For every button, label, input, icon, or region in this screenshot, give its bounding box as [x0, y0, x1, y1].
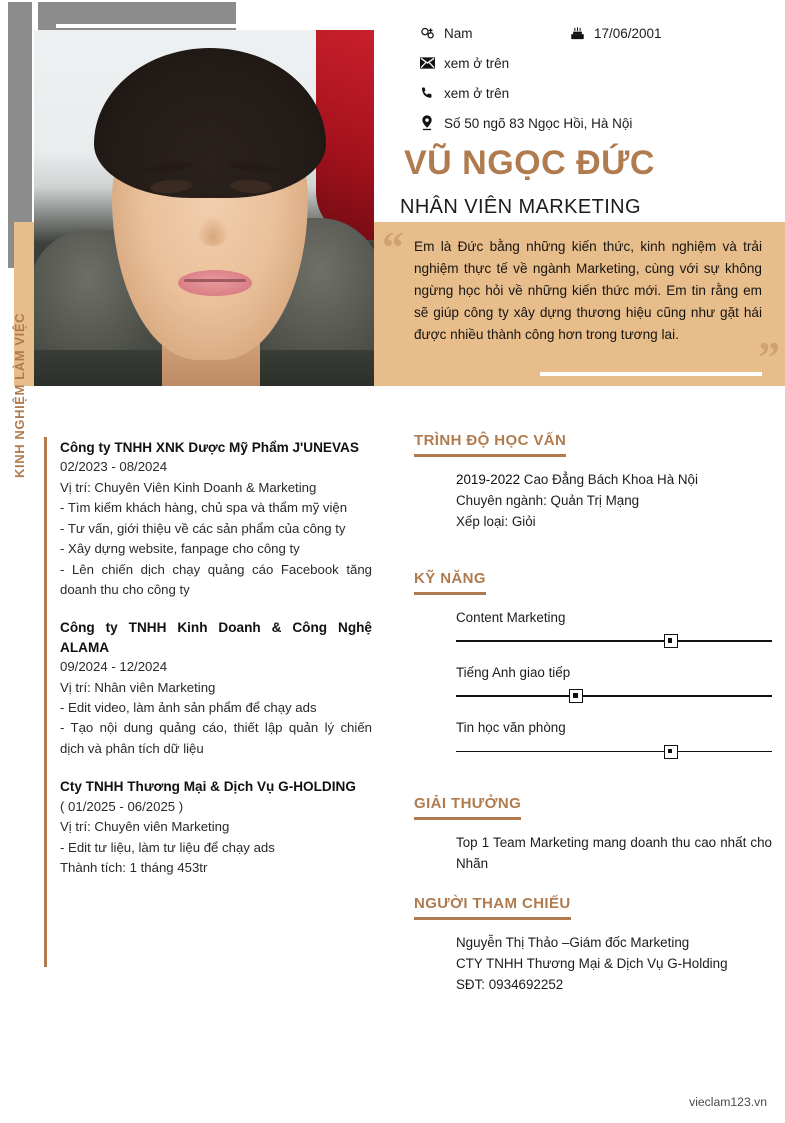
education-section-title: TRÌNH ĐỘ HỌC VẤN: [414, 432, 566, 457]
experience-company: Công ty TNHH Kinh Doanh & Công Nghệ ALAMA: [60, 620, 372, 655]
skill-track-line: [456, 695, 772, 697]
experience-bullet: - Lên chiến dịch chạy quảng cáo Facebook tăng doanh thu cho công ty: [60, 561, 372, 598]
skill-slider[interactable]: [456, 634, 772, 648]
education-line-school: [456, 469, 772, 490]
gender-icon: [420, 26, 444, 41]
contact-row-email: [420, 48, 780, 78]
contact-email-value: xem ở trên: [444, 55, 510, 71]
contact-gender-value: Nam: [444, 25, 473, 41]
education-school: Cao Đẳng Bách Khoa Hà Nội: [523, 472, 698, 487]
experience-position: Vị trí: Chuyên Viên Kinh Doanh & Marketing: [60, 479, 317, 495]
skills-section: [414, 570, 772, 773]
skill-label: Tin học văn phòng: [456, 720, 566, 736]
skill-item: [456, 662, 772, 703]
experience-bullet: - Edit tư liệu, làm tư liệu để chạy ads: [60, 839, 275, 855]
experience-dates: 09/2024 - 12/2024: [60, 659, 168, 675]
page-title: VŨ NGỌC ĐỨC: [404, 144, 655, 182]
education-grade: Xếp loại: Giỏi: [456, 514, 536, 530]
contact-birthday-value: 17/06/2001: [594, 25, 662, 41]
experience-list: [60, 438, 372, 896]
quote-close-icon: ”: [758, 333, 780, 382]
profile-photo: [34, 30, 374, 386]
experience-company: Công ty TNHH XNK Dược Mỹ Phẩm J'UNEVAS: [60, 440, 359, 455]
education-body: [414, 469, 772, 533]
skill-label: Tiếng Anh giao tiếp: [456, 665, 571, 681]
skill-track-line: [456, 751, 772, 753]
education-major: Chuyên ngành: Quản Trị Mạng: [456, 493, 640, 509]
profile-summary: Em là Đức bằng những kiến thức, kinh nghiệm và trải nghiệm thực tế về ngành Marketing, cùng với sự không ngừng học hỏi về những kiến thức mới. Em tin rằng em sẽ giúp công ty xây dựng thương hiệu cũng như gặt hái được nhiều thành công hơn trong tương lai.: [414, 239, 762, 343]
experience-section-label: KINH NGHIỆM LÀM VIỆC: [12, 312, 27, 478]
experience-position: Vị trí: Chuyên viên Marketing: [60, 819, 230, 835]
skill-track-line: [456, 640, 772, 642]
reference-section-title: NGƯỜI THAM CHIẾU: [414, 895, 571, 920]
experience-company: Cty TNHH Thương Mại & Dịch Vụ G-HOLDING: [60, 779, 356, 795]
contact-row-birthday: [570, 18, 662, 48]
contact-phone-value: xem ở trên: [444, 85, 510, 101]
experience-bullet: - Tìm kiếm khách hàng, chủ spa và thẩm mỹ viện: [60, 500, 348, 516]
experience-bullet: - Tư vấn, giới thiệu về các sản phẩm của công ty: [60, 520, 346, 536]
awards-section: [414, 795, 772, 874]
experience-achievement: Thành tích: 1 tháng 453tr: [60, 859, 208, 875]
experience-item: [60, 618, 372, 759]
skill-slider[interactable]: [456, 689, 772, 703]
experience-rail: [44, 437, 47, 967]
experience-item: [60, 438, 372, 600]
contact-row-address: [420, 108, 780, 138]
envelope-icon: [420, 57, 444, 69]
contact-row-phone: [420, 78, 780, 108]
skills-body: [414, 607, 772, 759]
reference-section: [414, 895, 772, 996]
location-pin-icon: [420, 115, 444, 131]
reference-body: [414, 932, 772, 996]
birthday-cake-icon: [570, 26, 594, 41]
experience-item: [60, 777, 372, 878]
decor-grey-top-bar: [56, 2, 236, 24]
decor-quote-underline: [540, 372, 762, 376]
experience-dates: ( 01/2025 - 06/2025 ): [60, 798, 184, 814]
skills-section-title: KỸ NĂNG: [414, 570, 486, 595]
experience-dates: 02/2023 - 08/2024: [60, 459, 168, 475]
contact-block: [420, 18, 780, 138]
skill-knob[interactable]: [664, 634, 678, 648]
education-years: 2019-2022: [456, 472, 521, 487]
quote-open-icon: “: [382, 223, 404, 272]
skill-knob[interactable]: [664, 745, 678, 759]
job-title: NHÂN VIÊN MARKETING: [400, 196, 641, 218]
reference-company: CTY TNHH Thương Mại & Dịch Vụ G-Holding: [456, 956, 728, 972]
reference-person: Nguyễn Thị Thảo –Giám đốc Marketing: [456, 935, 690, 950]
profile-photo-art: [34, 30, 374, 386]
skill-item: [456, 607, 772, 648]
phone-icon: [420, 86, 444, 100]
skill-slider[interactable]: [456, 745, 772, 759]
contact-address-value: Số 50 ngõ 83 Ngọc Hồi, Hà Nội: [444, 115, 633, 131]
education-section: [414, 432, 772, 533]
skill-label: Content Marketing: [456, 610, 566, 625]
skill-knob[interactable]: [569, 689, 583, 703]
skill-item: [456, 717, 772, 758]
contact-row-gender: [420, 18, 780, 48]
footer-site: vieclam123.vn: [689, 1095, 767, 1109]
experience-bullet: - Tạo nội dung quảng cáo, thiết lập quản lý chiến dịch và phân tích dữ liệu: [60, 720, 372, 756]
awards-body: Top 1 Team Marketing mang doanh thu cao nhất cho Nhãn: [456, 835, 772, 872]
experience-position: Vị trí: Nhân viên Marketing: [60, 679, 216, 695]
reference-phone: SĐT: 0934692252: [456, 977, 564, 993]
awards-section-title: GIẢI THƯỞNG: [414, 795, 521, 820]
experience-bullet: - Xây dựng website, fanpage cho công ty: [60, 541, 300, 557]
experience-bullet: - Edit video, làm ảnh sản phẩm để chạy ads: [60, 699, 317, 715]
